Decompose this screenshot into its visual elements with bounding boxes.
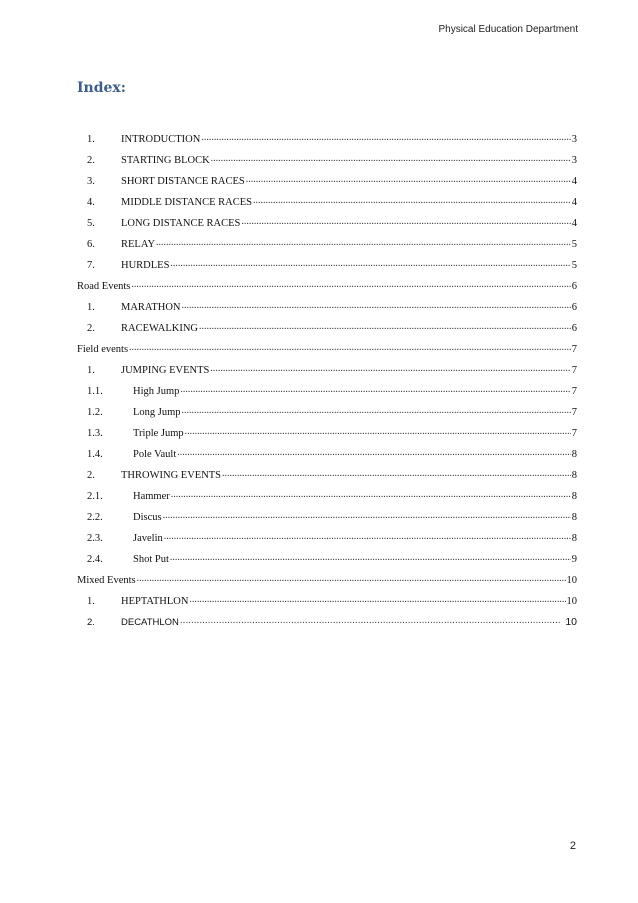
toc-entry[interactable] — [77, 145, 577, 166]
toc-entry-page: 5 — [571, 260, 577, 271]
toc-dot-leader — [156, 237, 571, 248]
toc-entry-page: 5 — [571, 239, 577, 250]
toc-entry-label: STARTING BLOCK — [121, 155, 210, 166]
toc-entry[interactable] — [77, 565, 577, 586]
toc-entry-page: 6 — [571, 323, 577, 334]
toc-entry-number: 2. — [87, 617, 95, 628]
toc-dot-leader — [189, 594, 565, 605]
toc-dot-leader — [163, 510, 571, 521]
page-number: 2 — [569, 840, 576, 852]
toc-dot-leader — [182, 405, 571, 416]
toc-entry-page: 9 — [571, 554, 577, 565]
toc-dot-leader — [164, 531, 571, 542]
toc-entry[interactable] — [77, 439, 577, 460]
toc-entry[interactable] — [77, 187, 577, 208]
toc-entry-label: RACEWALKING — [121, 323, 198, 334]
toc-dot-leader — [211, 153, 571, 164]
toc-entry[interactable] — [77, 334, 577, 355]
toc-dot-leader — [170, 258, 570, 269]
toc-entry-number: 6. — [87, 239, 95, 250]
toc-entry-number: 2.2. — [87, 512, 103, 523]
toc-entry-page: 7 — [571, 365, 577, 376]
toc-entry-page: 3 — [571, 134, 577, 145]
toc-entry-label: High Jump — [133, 386, 180, 397]
toc-entry[interactable] — [77, 124, 577, 145]
toc-entry-number: 1. — [87, 302, 95, 313]
toc-entry-number: 5. — [87, 218, 95, 229]
toc-entry-number: 1.1. — [87, 386, 103, 397]
toc-entry-label: INTRODUCTION — [121, 134, 201, 145]
toc-entry-page: 8 — [571, 533, 577, 544]
toc-entry-label: Road Events — [77, 281, 131, 292]
toc-entry[interactable] — [77, 418, 577, 439]
toc-dot-leader — [241, 216, 570, 227]
toc-entry[interactable] — [77, 166, 577, 187]
toc-entry-page: 3 — [571, 155, 577, 166]
toc-entry-page: 8 — [571, 491, 577, 502]
toc-entry-page: 7 — [571, 407, 577, 418]
toc-entry[interactable] — [77, 397, 577, 418]
toc-entry-label: Field events — [77, 344, 129, 355]
toc-entry-number: 3. — [87, 176, 95, 187]
toc-entry[interactable] — [77, 229, 577, 250]
toc-entry-label: MIDDLE DISTANCE RACES — [121, 197, 252, 208]
toc-entry-label: Hammer — [133, 491, 170, 502]
toc-entry-label: HEPTATHLON — [121, 596, 189, 607]
toc-entry-number: 2. — [87, 323, 95, 334]
toc-dot-leader — [201, 132, 570, 143]
toc-entry[interactable] — [77, 523, 577, 544]
toc-entry-page: 10 — [565, 616, 577, 628]
toc-dot-leader — [137, 573, 566, 584]
toc-entry-number: 1.4. — [87, 449, 103, 460]
toc-entry-page: 4 — [571, 197, 577, 208]
toc-entry-number: 1. — [87, 134, 95, 145]
toc-entry[interactable] — [77, 481, 577, 502]
toc-entry-label: SHORT DISTANCE RACES — [121, 176, 245, 187]
toc-entry-number: 1. — [87, 596, 95, 607]
toc-entry-number: 7. — [87, 260, 95, 271]
page-header: Physical Education Department — [438, 24, 578, 35]
toc-entry-label: MARATHON — [121, 302, 181, 313]
toc-entry[interactable] — [77, 208, 577, 229]
toc-entry-page: 7 — [571, 386, 577, 397]
toc-entry-page: 7 — [571, 344, 577, 355]
toc-entry-number: 4. — [87, 197, 95, 208]
index-title: Index: — [77, 80, 126, 96]
toc-entry-page: 4 — [571, 176, 577, 187]
toc-entry-label: Pole Vault — [133, 449, 177, 460]
toc-dot-leader — [210, 363, 570, 374]
toc-dot-leader — [253, 195, 571, 206]
toc-entry[interactable] — [77, 271, 577, 292]
toc-entry-label: Javelin — [133, 533, 163, 544]
toc-dot-leader — [171, 489, 571, 500]
toc-entry-number: 1.3. — [87, 428, 103, 439]
toc-dot-leader — [185, 426, 571, 437]
toc-entry-label: LONG DISTANCE RACES — [121, 218, 241, 229]
toc-entry-number: 1. — [87, 365, 95, 376]
toc-entry-label: HURDLES — [121, 260, 170, 271]
toc-entry[interactable] — [77, 313, 577, 334]
toc-entry[interactable] — [77, 355, 577, 376]
toc-entry-page: 8 — [571, 449, 577, 460]
toc-entry-number: 2.1. — [87, 491, 103, 502]
toc-dot-leader — [129, 342, 571, 353]
toc-entry-label: JUMPING EVENTS — [121, 365, 210, 376]
toc-entry[interactable] — [77, 607, 577, 628]
toc-dot-leader — [180, 384, 570, 395]
toc-entry-page: 6 — [571, 302, 577, 313]
toc-entry-label: DECATHLON — [121, 617, 179, 628]
toc-dot-leader — [182, 300, 571, 311]
toc-entry-page: 10 — [566, 596, 577, 607]
toc-entry-label: RELAY — [121, 239, 156, 250]
toc-entry-label: Shot Put — [133, 554, 169, 565]
toc-entry-number: 2.4. — [87, 554, 103, 565]
toc-entry[interactable] — [77, 502, 577, 523]
toc-entry-number: 2. — [87, 470, 95, 481]
toc-entry[interactable] — [77, 460, 577, 481]
toc-entry-page: 6 — [571, 281, 577, 292]
toc-entry-page: 4 — [571, 218, 577, 229]
toc-dot-leader — [199, 321, 571, 332]
toc-entry-label: Triple Jump — [133, 428, 184, 439]
toc-dot-leader — [177, 447, 570, 458]
toc-entry[interactable] — [77, 250, 577, 271]
toc-entry-label: THROWING EVENTS — [121, 470, 222, 481]
toc-dot-leader — [170, 552, 571, 563]
toc-entry-label: Mixed Events — [77, 575, 136, 586]
toc-entry[interactable] — [77, 544, 577, 565]
toc-entry-label: Discus — [133, 512, 162, 523]
table-of-contents — [77, 124, 577, 628]
toc-entry-page: 10 — [566, 575, 577, 586]
toc-entry-page: 8 — [571, 512, 577, 523]
toc-dot-leader — [131, 279, 570, 290]
toc-dot-leader — [180, 615, 561, 626]
toc-entry-page: 8 — [571, 470, 577, 481]
toc-entry[interactable] — [77, 586, 577, 607]
toc-entry-number: 1.2. — [87, 407, 103, 418]
toc-entry-number: 2.3. — [87, 533, 103, 544]
toc-entry-number: 2. — [87, 155, 95, 166]
toc-dot-leader — [222, 468, 571, 479]
toc-entry[interactable] — [77, 292, 577, 313]
toc-entry-label: Long Jump — [133, 407, 181, 418]
toc-dot-leader — [246, 174, 571, 185]
toc-entry-page: 7 — [571, 428, 577, 439]
toc-entry[interactable] — [77, 376, 577, 397]
